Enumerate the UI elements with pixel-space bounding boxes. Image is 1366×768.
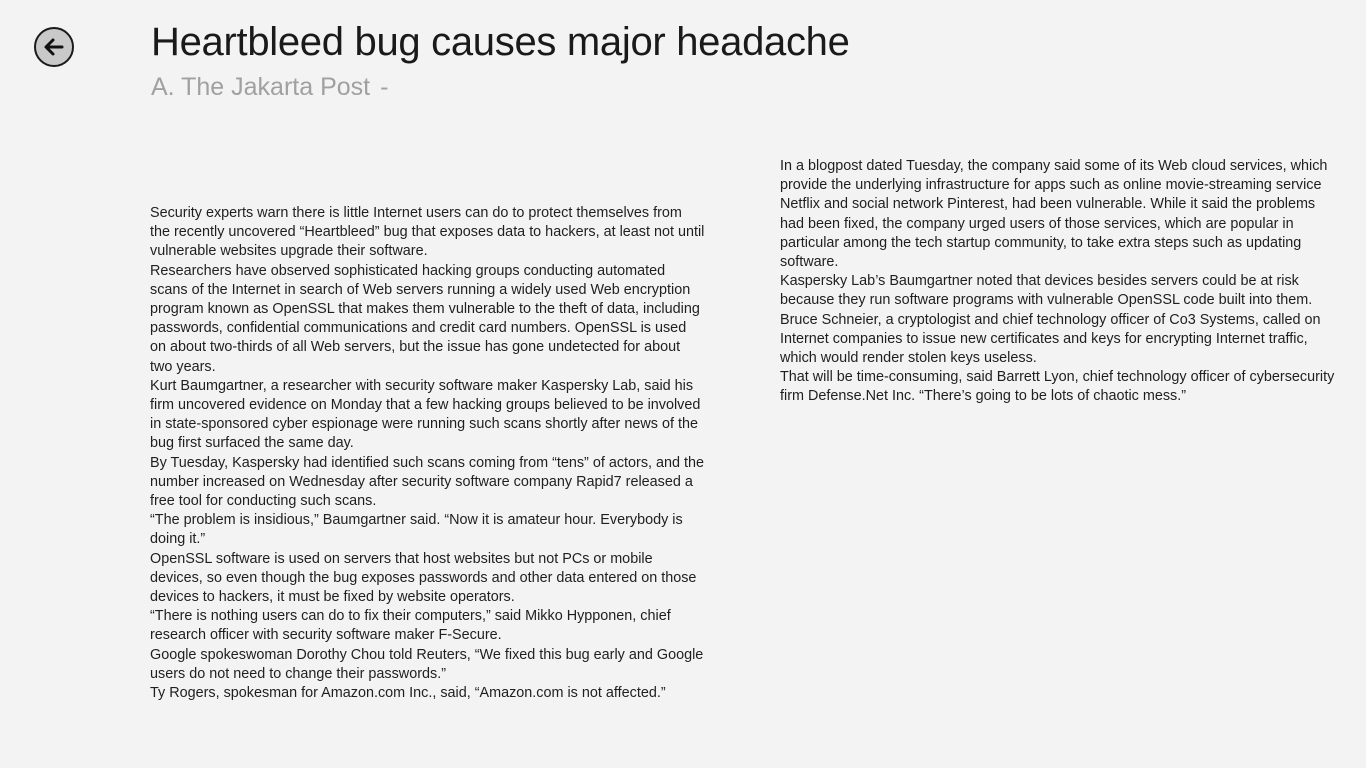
article-paragraph: Researchers have observed sophisticated hacking groups conducting automated scans of the Internet in search of Web servers running a widely used Web encryption program known as OpenSSL that makes them vulnerable to the theft of data, including passwords, confidential communications and credit card numbers. OpenSSL is used on about two-thirds of all Web servers, but the issue has gone undetected for about two years. xyxy=(150,262,700,375)
article-title: Heartbleed bug causes major headache xyxy=(151,20,850,64)
article-paragraph: Google spokeswoman Dorothy Chou told Reuters, “We fixed this bug early and Google users do not need to change their passwords.” xyxy=(150,646,704,682)
article-column-left xyxy=(150,204,705,703)
article-byline xyxy=(151,73,388,102)
article-paragraph: In a blogpost dated Tuesday, the company said some of its Web cloud services, which provide the underlying infrastructure for apps such as online movie-streaming service Netflix and social network Pinterest, had been vulnerable. While it said the problems had been fixed, the company urged users of those services, which are popular in particular among the tech startup community, to take extra steps such as updating software. xyxy=(780,158,1328,271)
article-paragraph: Kaspersky Lab’s Baumgartner noted that devices besides servers could be at risk because they run software programs with vulnerable OpenSSL code built into them. xyxy=(780,273,1313,309)
article-paragraph: “The problem is insidious,” Baumgartner said. “Now it is amateur hour. Everybody is doing it.” xyxy=(150,512,683,548)
article-paragraph: By Tuesday, Kaspersky had identified such scans coming from “tens” of actors, and the number increased on Wednesday after security software company Rapid7 released a free tool for conducting such scans. xyxy=(150,454,705,510)
article-paragraph: Bruce Schneier, a cryptologist and chief technology officer of Co3 Systems, called on Internet companies to issue new certificates and keys for encrypting Internet traffic, which would render stolen keys useless. xyxy=(780,311,1321,367)
byline-separator: - xyxy=(380,73,389,101)
arrow-left-icon xyxy=(42,35,66,59)
article-paragraph: “There is nothing users can do to fix their computers,” said Mikko Hypponen, chief research officer with security software maker F-Secure. xyxy=(150,608,671,644)
article-paragraph: Kurt Baumgartner, a researcher with security software maker Kaspersky Lab, said his firm uncovered evidence on Monday that a few hacking groups believed to be involved in state-sponsored cyber espionage were running such scans shortly after news of the bug first surfaced the same day. xyxy=(150,377,701,452)
article-paragraph: That will be time-consuming, said Barrett Lyon, chief technology officer of cybersecurity firm Defense.Net Inc. “There’s going to be lots of chaotic mess.” xyxy=(780,369,1335,405)
article-paragraph: Security experts warn there is little Internet users can do to protect themselves from the recently uncovered “Heartbleed” bug that exposes data to hackers, at least not until vulnerable websites upgrade their software. xyxy=(150,205,705,260)
article-paragraph: Ty Rogers, spokesman for Amazon.com Inc., said, “Amazon.com is not affected.” xyxy=(150,685,666,702)
article-paragraph: OpenSSL software is used on servers that host websites but not PCs or mobile devices, so even though the bug exposes passwords and other data entered on those devices to hackers, it must be fixed by website operators. xyxy=(150,550,697,606)
article-column-right xyxy=(780,157,1335,407)
back-button[interactable] xyxy=(34,27,74,67)
article-source: A. The Jakarta Post xyxy=(151,73,371,101)
